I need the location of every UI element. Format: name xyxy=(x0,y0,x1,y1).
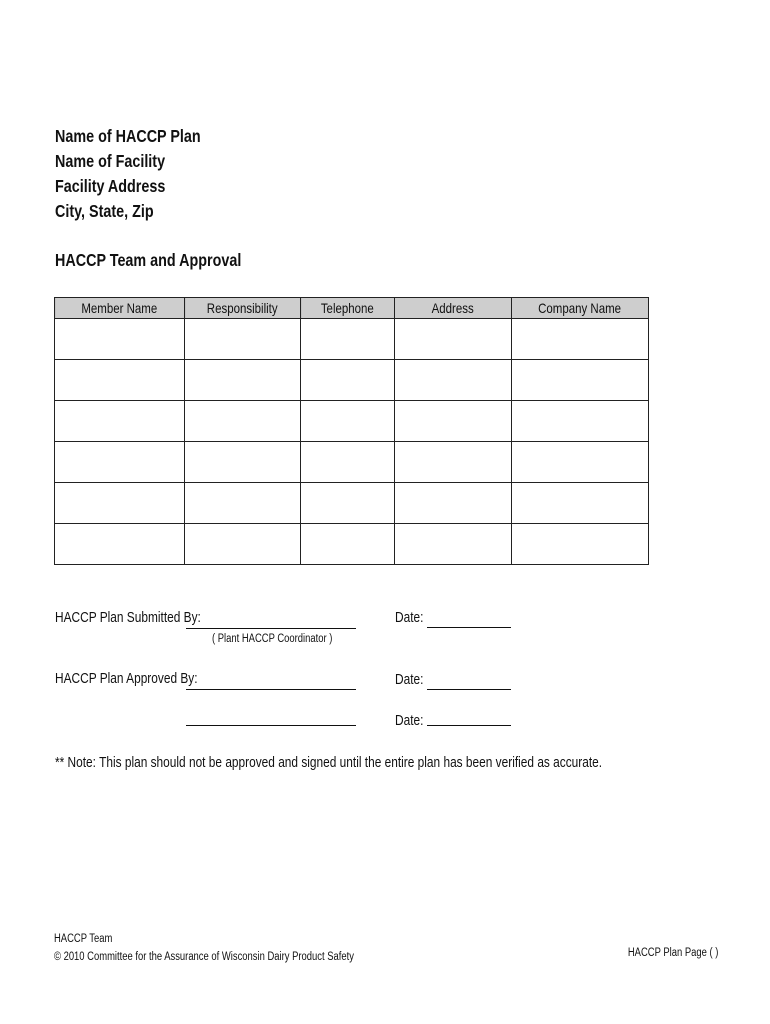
submitted-date-line[interactable] xyxy=(427,627,511,628)
address-cell[interactable] xyxy=(395,319,512,360)
responsibility-cell[interactable] xyxy=(185,483,301,524)
address-cell[interactable] xyxy=(395,442,512,483)
second-approver-date-label: Date: xyxy=(395,713,424,729)
column-header-responsibility: Responsibility xyxy=(185,298,301,319)
city-state-zip-label: City, State, Zip xyxy=(55,201,154,221)
company-name-cell[interactable] xyxy=(512,524,649,565)
haccp-team-table xyxy=(54,297,649,565)
column-header-company-name: Company Name xyxy=(512,298,649,319)
responsibility-cell[interactable] xyxy=(185,442,301,483)
member-name-cell[interactable] xyxy=(55,442,185,483)
member-name-cell[interactable] xyxy=(55,360,185,401)
telephone-cell[interactable] xyxy=(301,401,395,442)
table-header-row xyxy=(55,298,649,319)
footer-left xyxy=(54,930,420,966)
table-row xyxy=(55,360,649,401)
footer-title: HACCP Team xyxy=(54,933,113,945)
footer-page-number: HACCP Plan Page ( ) xyxy=(627,947,718,959)
facility-name-label: Name of Facility xyxy=(55,151,166,171)
responsibility-cell[interactable] xyxy=(185,360,301,401)
second-approver-date-line[interactable] xyxy=(427,725,511,726)
coordinator-note: ( Plant HACCP Coordinator ) xyxy=(212,633,333,645)
table-row xyxy=(55,524,649,565)
column-header-address: Address xyxy=(395,298,512,319)
member-name-cell[interactable] xyxy=(55,319,185,360)
address-cell[interactable] xyxy=(395,524,512,565)
company-name-cell[interactable] xyxy=(512,442,649,483)
column-header-telephone: Telephone xyxy=(301,298,395,319)
responsibility-cell[interactable] xyxy=(185,524,301,565)
address-cell[interactable] xyxy=(395,483,512,524)
member-name-cell[interactable] xyxy=(55,524,185,565)
telephone-cell[interactable] xyxy=(301,442,395,483)
approved-date-label: Date: xyxy=(395,672,424,688)
plan-header xyxy=(55,124,233,224)
approved-by-label: HACCP Plan Approved By: xyxy=(55,671,198,687)
member-name-cell[interactable] xyxy=(55,483,185,524)
company-name-cell[interactable] xyxy=(512,483,649,524)
responsibility-cell[interactable] xyxy=(185,319,301,360)
footer-copyright: © 2010 Committee for the Assurance of Wisconsin Dairy Product Safety xyxy=(54,951,354,963)
plan-name-label: Name of HACCP Plan xyxy=(55,126,201,146)
responsibility-cell[interactable] xyxy=(185,401,301,442)
company-name-cell[interactable] xyxy=(512,360,649,401)
approval-note: ** Note: This plan should not be approved and signed until the entire plan has been verified as accurate. xyxy=(55,755,603,771)
column-header-member-name: Member Name xyxy=(55,298,185,319)
submitted-date-label: Date: xyxy=(395,610,424,626)
telephone-cell[interactable] xyxy=(301,524,395,565)
section-title: HACCP Team and Approval xyxy=(55,250,242,270)
company-name-cell[interactable] xyxy=(512,401,649,442)
second-approver-signature-line[interactable] xyxy=(186,725,356,726)
table-row xyxy=(55,442,649,483)
table-row xyxy=(55,483,649,524)
approved-by-signature-line[interactable] xyxy=(186,689,356,690)
table-row xyxy=(55,401,649,442)
member-name-cell[interactable] xyxy=(55,401,185,442)
telephone-cell[interactable] xyxy=(301,360,395,401)
telephone-cell[interactable] xyxy=(301,483,395,524)
address-cell[interactable] xyxy=(395,360,512,401)
approved-date-line[interactable] xyxy=(427,689,511,690)
facility-address-label: Facility Address xyxy=(55,176,166,196)
company-name-cell[interactable] xyxy=(512,319,649,360)
table-row xyxy=(55,319,649,360)
submitted-by-label: HACCP Plan Submitted By: xyxy=(55,610,201,626)
telephone-cell[interactable] xyxy=(301,319,395,360)
submitted-by-signature-line[interactable] xyxy=(186,628,356,629)
address-cell[interactable] xyxy=(395,401,512,442)
